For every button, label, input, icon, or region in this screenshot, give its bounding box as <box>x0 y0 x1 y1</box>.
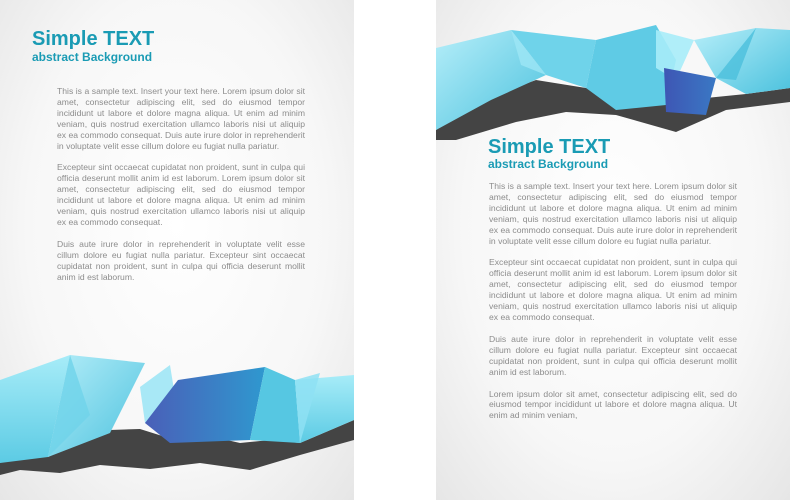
left-paragraph-2: Excepteur sint occaecat cupidatat non proident, sunt in culpa qui officia deserunt mollit anim id est laborum. Lorem ipsum dolor sit amet, consectetur adipiscing elit, sed do eiusmod tempor incididunt ut labore et dolore magna aliqua. Ut enim ad minim veniam, quis nostrud exercitation ullamco laboris nisi ut aliquip ex ea commodo consequat. <box>57 162 305 227</box>
left-page-body <box>57 86 305 294</box>
left-paragraph-1: This is a sample text. Insert your text here. Lorem ipsum dolor sit amet, consectetur adipiscing elit, sed do eiusmod tempor incididunt ut labore et dolore magna aliqua. Ut enim ad minim veniam, quis nostrud exercitation ullamco laboris nisi ut aliquip ex ea commodo consequat. Duis aute irure dolor in reprehenderit in voluptate velit esse cillum dolore eu fugiat nulla pariatur. <box>57 86 305 151</box>
left-paragraph-3: Duis aute irure dolor in reprehenderit in voluptate velit esse cillum dolore eu fugiat nulla pariatur. Excepteur sint occaecat cupidatat non proident, sunt in culpa qui officia deserunt mollit anim id est laborum. <box>57 238 305 282</box>
right-page-body <box>489 181 737 432</box>
right-paragraph-4: Lorem ipsum dolor sit amet, consectetur adipiscing elit, sed do eiusmod tempor incididunt ut labore et dolore magna aliqua. Ut enim ad minim veniam, <box>489 388 737 421</box>
right-crystal-graphic <box>436 20 790 140</box>
left-page-title: Simple TEXT <box>32 28 155 50</box>
left-page <box>0 0 354 500</box>
right-page <box>436 0 790 500</box>
right-paragraph-1: This is a sample text. Insert your text here. Lorem ipsum dolor sit amet, consectetur adipiscing elit, sed do eiusmod tempor incididunt ut labore et dolore magna aliqua. Ut enim ad minim veniam, quis nostrud exercitation ullamco laboris nisi ut aliquip ex ea commodo consequat. Duis aute irure dolor in reprehenderit in voluptate velit esse cillum dolore eu fugiat nulla pariatur. <box>489 181 737 246</box>
left-crystal-graphic <box>0 345 354 475</box>
right-paragraph-2: Excepteur sint occaecat cupidatat non proident, sunt in culpa qui officia deserunt mollit anim id est laborum. Lorem ipsum dolor sit amet, consectetur adipiscing elit, sed do eiusmod tempor incididunt ut labore et dolore magna aliqua. Ut enim ad minim veniam, quis nostrud exercitation ullamco laboris nisi ut aliquip ex ea commodo consequat. <box>489 257 737 322</box>
right-paragraph-3: Duis aute irure dolor in reprehenderit in voluptate velit esse cillum dolore eu fugiat nulla pariatur. Excepteur sint occaecat cupidatat non proident, sunt in culpa qui officia deserunt mollit anim id est laborum. <box>489 333 737 377</box>
right-page-title: Simple TEXT <box>488 136 611 158</box>
right-page-subtitle: abstract Background <box>488 157 609 171</box>
left-page-subtitle: abstract Background <box>32 50 153 64</box>
